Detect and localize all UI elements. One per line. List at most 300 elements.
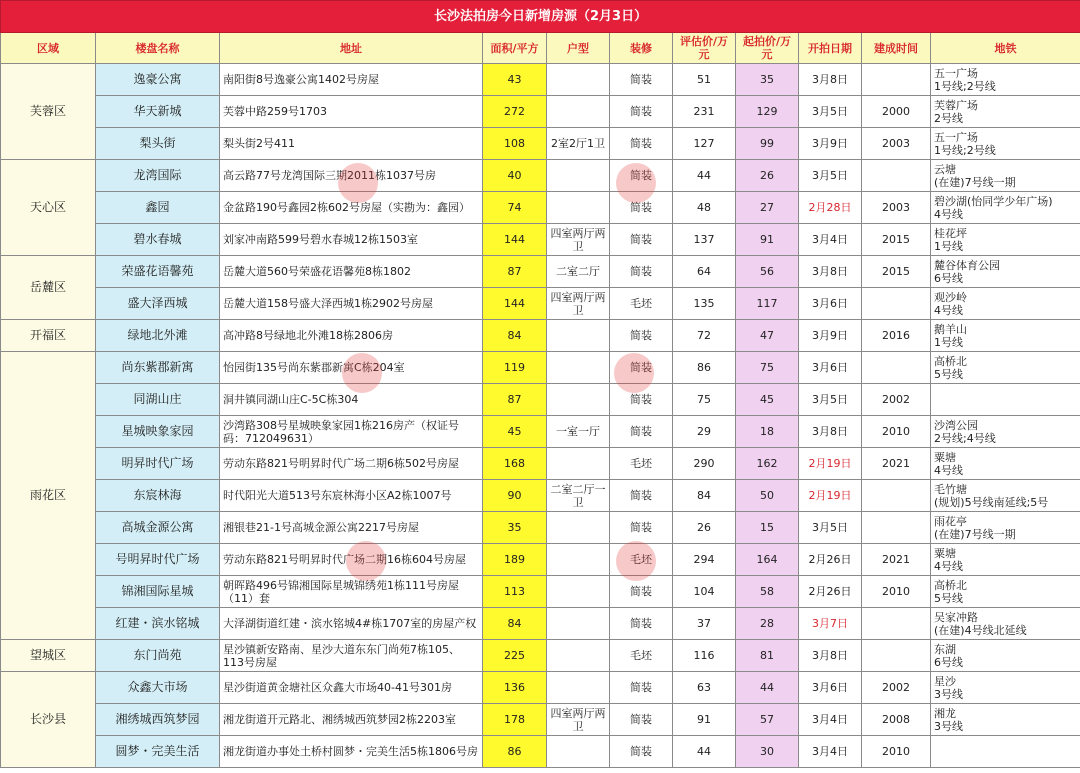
auction-date-cell: 3月9日 bbox=[799, 320, 862, 352]
metro-station: 沙湾公园 bbox=[934, 418, 978, 432]
decor-cell: 简装 bbox=[610, 256, 673, 288]
district-cell: 望城区 bbox=[1, 640, 96, 672]
layout-cell bbox=[547, 160, 610, 192]
metro-cell bbox=[931, 512, 1080, 544]
metro-station: 高桥北 bbox=[934, 578, 967, 592]
header-start-price: 起拍价/万元 bbox=[736, 33, 799, 64]
property-name-cell: 东门尚苑 bbox=[96, 640, 220, 672]
built-year-cell bbox=[862, 480, 931, 512]
layout-cell bbox=[547, 576, 610, 608]
built-year-cell bbox=[862, 640, 931, 672]
area-cell: 272 bbox=[483, 96, 547, 128]
start-price-cell: 45 bbox=[736, 384, 799, 416]
area-cell: 86 bbox=[483, 736, 547, 768]
area-cell: 108 bbox=[483, 128, 547, 160]
appraisal-cell: 64 bbox=[673, 256, 736, 288]
metro-cell bbox=[931, 576, 1080, 608]
metro-cell bbox=[931, 416, 1080, 448]
auction-date-cell: 3月6日 bbox=[799, 288, 862, 320]
built-year-cell: 2010 bbox=[862, 736, 931, 768]
built-year-cell: 2015 bbox=[862, 224, 931, 256]
address-cell: 岳麓大道158号盛大泽西城1栋2902号房屋 bbox=[220, 288, 483, 320]
decor-cell: 简装 bbox=[610, 416, 673, 448]
built-year-cell bbox=[862, 352, 931, 384]
start-price-cell: 91 bbox=[736, 224, 799, 256]
auction-date-cell: 3月6日 bbox=[799, 672, 862, 704]
property-name-cell: 高城金源公寓 bbox=[96, 512, 220, 544]
start-price-cell: 99 bbox=[736, 128, 799, 160]
table-row bbox=[1, 256, 1080, 288]
decor-cell: 简装 bbox=[610, 128, 673, 160]
address-cell: 时代阳光大道513号东宸林海小区A2栋1007号 bbox=[220, 480, 483, 512]
table-row bbox=[1, 512, 1080, 544]
decor-cell: 毛坯 bbox=[610, 544, 673, 576]
decor-cell: 简装 bbox=[610, 320, 673, 352]
metro-lines: 4号线 bbox=[934, 303, 963, 317]
table-row bbox=[1, 480, 1080, 512]
appraisal-cell: 84 bbox=[673, 480, 736, 512]
table-row bbox=[1, 224, 1080, 256]
area-cell: 87 bbox=[483, 256, 547, 288]
decor-cell: 简装 bbox=[610, 224, 673, 256]
property-name-cell: 逸豪公寓 bbox=[96, 64, 220, 96]
address-cell: 金盆路190号鑫园2栋602号房屋（实勘为：鑫园） bbox=[220, 192, 483, 224]
area-cell: 45 bbox=[483, 416, 547, 448]
metro-lines: (在建)7号线一期 bbox=[934, 175, 1016, 189]
header-metro: 地铁 bbox=[931, 33, 1080, 64]
built-year-cell: 2021 bbox=[862, 448, 931, 480]
layout-cell bbox=[547, 672, 610, 704]
appraisal-cell: 75 bbox=[673, 384, 736, 416]
layout-cell bbox=[547, 320, 610, 352]
metro-lines: 1号线 bbox=[934, 239, 963, 253]
start-price-cell: 81 bbox=[736, 640, 799, 672]
built-year-cell: 2010 bbox=[862, 576, 931, 608]
layout-cell bbox=[547, 64, 610, 96]
address-cell: 劳动东路821号明昇时代广场二期6栋502号房屋 bbox=[220, 448, 483, 480]
auction-date-cell: 3月8日 bbox=[799, 416, 862, 448]
property-name-cell: 湘绣城西筑梦园 bbox=[96, 704, 220, 736]
appraisal-cell: 48 bbox=[673, 192, 736, 224]
district-cell: 天心区 bbox=[1, 160, 96, 256]
layout-cell bbox=[547, 544, 610, 576]
property-name-cell: 东宸林海 bbox=[96, 480, 220, 512]
start-price-cell: 75 bbox=[736, 352, 799, 384]
layout-cell: 二室二厅一卫 bbox=[547, 480, 610, 512]
area-cell: 84 bbox=[483, 320, 547, 352]
built-year-cell bbox=[862, 160, 931, 192]
appraisal-cell: 63 bbox=[673, 672, 736, 704]
start-price-cell: 26 bbox=[736, 160, 799, 192]
start-price-cell: 47 bbox=[736, 320, 799, 352]
layout-cell: 二室二厅 bbox=[547, 256, 610, 288]
start-price-cell: 27 bbox=[736, 192, 799, 224]
table-row bbox=[1, 128, 1080, 160]
decor-cell: 简装 bbox=[610, 192, 673, 224]
metro-cell bbox=[931, 224, 1080, 256]
area-cell: 168 bbox=[483, 448, 547, 480]
header-row bbox=[1, 33, 1080, 64]
district-cell: 芙蓉区 bbox=[1, 64, 96, 160]
area-cell: 74 bbox=[483, 192, 547, 224]
layout-cell bbox=[547, 736, 610, 768]
metro-lines: (规划)5号线南延线;5号 bbox=[934, 495, 1049, 509]
district-cell: 长沙县 bbox=[1, 672, 96, 768]
metro-lines: (在建)7号线一期 bbox=[934, 527, 1016, 541]
metro-lines: 1号线;2号线 bbox=[934, 143, 996, 157]
built-year-cell: 2002 bbox=[862, 384, 931, 416]
district-cell: 开福区 bbox=[1, 320, 96, 352]
metro-station: 麓谷体育公园 bbox=[934, 258, 1000, 272]
property-name-cell: 号明昇时代广场 bbox=[96, 544, 220, 576]
metro-station: 五一广场 bbox=[934, 130, 978, 144]
decor-cell: 简装 bbox=[610, 160, 673, 192]
built-year-cell: 2000 bbox=[862, 96, 931, 128]
layout-cell bbox=[547, 512, 610, 544]
address-cell: 高冲路8号绿地北外滩18栋2806房 bbox=[220, 320, 483, 352]
layout-cell bbox=[547, 352, 610, 384]
decor-cell: 毛坯 bbox=[610, 448, 673, 480]
header-appraisal: 评估价/万元 bbox=[673, 33, 736, 64]
built-year-cell: 2021 bbox=[862, 544, 931, 576]
appraisal-cell: 91 bbox=[673, 704, 736, 736]
start-price-cell: 129 bbox=[736, 96, 799, 128]
table-row bbox=[1, 448, 1080, 480]
metro-lines: 1号线;2号线 bbox=[934, 79, 996, 93]
metro-lines: 4号线 bbox=[934, 559, 963, 573]
appraisal-cell: 72 bbox=[673, 320, 736, 352]
decor-cell: 毛坯 bbox=[610, 640, 673, 672]
area-cell: 35 bbox=[483, 512, 547, 544]
built-year-cell bbox=[862, 608, 931, 640]
layout-cell bbox=[547, 192, 610, 224]
start-price-cell: 44 bbox=[736, 672, 799, 704]
appraisal-cell: 135 bbox=[673, 288, 736, 320]
appraisal-cell: 231 bbox=[673, 96, 736, 128]
metro-lines: 4号线 bbox=[934, 463, 963, 477]
metro-cell bbox=[931, 736, 1080, 768]
auction-date-cell: 3月9日 bbox=[799, 128, 862, 160]
built-year-cell bbox=[862, 288, 931, 320]
header-auction-date: 开拍日期 bbox=[799, 33, 862, 64]
table-row bbox=[1, 608, 1080, 640]
address-cell: 芙蓉中路259号1703 bbox=[220, 96, 483, 128]
metro-station: 高桥北 bbox=[934, 354, 967, 368]
metro-lines: 3号线 bbox=[934, 687, 963, 701]
metro-lines: 5号线 bbox=[934, 591, 963, 605]
appraisal-cell: 294 bbox=[673, 544, 736, 576]
metro-cell bbox=[931, 544, 1080, 576]
metro-cell bbox=[931, 160, 1080, 192]
property-name-cell: 梨头街 bbox=[96, 128, 220, 160]
metro-station: 吴家冲路 bbox=[934, 610, 978, 624]
built-year-cell: 2016 bbox=[862, 320, 931, 352]
table-row bbox=[1, 192, 1080, 224]
auction-date-cell: 3月4日 bbox=[799, 704, 862, 736]
address-cell: 星沙镇新安路南、星沙大道东东门尚苑7栋105、113号房屋 bbox=[220, 640, 483, 672]
layout-cell: 四室两厅两卫 bbox=[547, 704, 610, 736]
metro-station: 湘龙 bbox=[934, 706, 956, 720]
start-price-cell: 164 bbox=[736, 544, 799, 576]
auction-date-cell: 3月8日 bbox=[799, 64, 862, 96]
address-cell: 梨头街2号411 bbox=[220, 128, 483, 160]
metro-cell bbox=[931, 480, 1080, 512]
start-price-cell: 30 bbox=[736, 736, 799, 768]
built-year-cell: 2002 bbox=[862, 672, 931, 704]
metro-cell bbox=[931, 608, 1080, 640]
metro-lines: (在建)4号线北延线 bbox=[934, 623, 1027, 637]
address-cell: 湘龙街道办事处土桥村圆梦・完美生活5栋1806号房 bbox=[220, 736, 483, 768]
layout-cell: 2室2厅1卫 bbox=[547, 128, 610, 160]
metro-cell bbox=[931, 64, 1080, 96]
table-row bbox=[1, 672, 1080, 704]
property-name-cell: 华天新城 bbox=[96, 96, 220, 128]
auction-date-cell: 2月26日 bbox=[799, 576, 862, 608]
appraisal-cell: 44 bbox=[673, 736, 736, 768]
header-area: 面积/平方 bbox=[483, 33, 547, 64]
appraisal-cell: 86 bbox=[673, 352, 736, 384]
metro-cell bbox=[931, 128, 1080, 160]
area-cell: 189 bbox=[483, 544, 547, 576]
address-cell: 岳麓大道560号荣盛花语馨苑8栋1802 bbox=[220, 256, 483, 288]
table-row bbox=[1, 320, 1080, 352]
metro-cell bbox=[931, 384, 1080, 416]
appraisal-cell: 44 bbox=[673, 160, 736, 192]
address-cell: 湘银巷21-1号高城金源公寓2217号房屋 bbox=[220, 512, 483, 544]
layout-cell bbox=[547, 448, 610, 480]
decor-cell: 简装 bbox=[610, 608, 673, 640]
built-year-cell: 2010 bbox=[862, 416, 931, 448]
table-row bbox=[1, 352, 1080, 384]
auction-date-cell: 2月28日 bbox=[799, 192, 862, 224]
metro-station: 五一广场 bbox=[934, 66, 978, 80]
metro-lines: 1号线 bbox=[934, 335, 963, 349]
area-cell: 43 bbox=[483, 64, 547, 96]
auction-date-cell: 3月5日 bbox=[799, 160, 862, 192]
table-row bbox=[1, 64, 1080, 96]
property-name-cell: 绿地北外滩 bbox=[96, 320, 220, 352]
table-row bbox=[1, 416, 1080, 448]
appraisal-cell: 26 bbox=[673, 512, 736, 544]
metro-lines: 6号线 bbox=[934, 655, 963, 669]
property-name-cell: 红建・滨水铭城 bbox=[96, 608, 220, 640]
built-year-cell bbox=[862, 64, 931, 96]
start-price-cell: 18 bbox=[736, 416, 799, 448]
start-price-cell: 50 bbox=[736, 480, 799, 512]
auction-date-cell: 3月8日 bbox=[799, 256, 862, 288]
start-price-cell: 162 bbox=[736, 448, 799, 480]
layout-cell bbox=[547, 96, 610, 128]
layout-cell: 四室两厅两卫 bbox=[547, 288, 610, 320]
address-cell: 刘家冲南路599号碧水春城12栋1503室 bbox=[220, 224, 483, 256]
table-row bbox=[1, 160, 1080, 192]
property-name-cell: 同湖山庄 bbox=[96, 384, 220, 416]
appraisal-cell: 127 bbox=[673, 128, 736, 160]
metro-station: 碧沙湖(怡同学少年广场) bbox=[934, 194, 1053, 208]
metro-station: 观沙岭 bbox=[934, 290, 967, 304]
start-price-cell: 117 bbox=[736, 288, 799, 320]
area-cell: 144 bbox=[483, 288, 547, 320]
header-decor: 装修 bbox=[610, 33, 673, 64]
layout-cell bbox=[547, 608, 610, 640]
address-cell: 湘龙街道开元路北、湘绣城西筑梦园2栋2203室 bbox=[220, 704, 483, 736]
property-name-cell: 鑫园 bbox=[96, 192, 220, 224]
auction-date-cell: 3月5日 bbox=[799, 96, 862, 128]
metro-station: 星沙 bbox=[934, 674, 956, 688]
header-layout: 户型 bbox=[547, 33, 610, 64]
metro-station: 鹅羊山 bbox=[934, 322, 967, 336]
decor-cell: 简装 bbox=[610, 64, 673, 96]
property-name-cell: 碧水春城 bbox=[96, 224, 220, 256]
decor-cell: 简装 bbox=[610, 672, 673, 704]
built-year-cell: 2008 bbox=[862, 704, 931, 736]
layout-cell bbox=[547, 640, 610, 672]
decor-cell: 简装 bbox=[610, 352, 673, 384]
appraisal-cell: 37 bbox=[673, 608, 736, 640]
auction-date-cell: 3月5日 bbox=[799, 384, 862, 416]
start-price-cell: 58 bbox=[736, 576, 799, 608]
layout-cell: 一室一厅 bbox=[547, 416, 610, 448]
table-row bbox=[1, 704, 1080, 736]
metro-cell bbox=[931, 320, 1080, 352]
metro-lines: 2号线 bbox=[934, 111, 963, 125]
appraisal-cell: 290 bbox=[673, 448, 736, 480]
metro-lines: 2号线;4号线 bbox=[934, 431, 996, 445]
table-row bbox=[1, 576, 1080, 608]
start-price-cell: 28 bbox=[736, 608, 799, 640]
decor-cell: 毛坯 bbox=[610, 288, 673, 320]
area-cell: 136 bbox=[483, 672, 547, 704]
address-cell: 大泽湖街道红建・滨水铭城4#栋1707室的房屋产权 bbox=[220, 608, 483, 640]
address-cell: 沙湾路308号星城映象家园1栋216房产（权证号码：712049631） bbox=[220, 416, 483, 448]
metro-cell bbox=[931, 288, 1080, 320]
decor-cell: 简装 bbox=[610, 704, 673, 736]
metro-station: 雨花亭 bbox=[934, 514, 967, 528]
metro-cell bbox=[931, 192, 1080, 224]
auction-date-cell: 2月19日 bbox=[799, 480, 862, 512]
address-cell: 星沙街道黄金塘社区众鑫大市场40-41号301房 bbox=[220, 672, 483, 704]
header-name: 楼盘名称 bbox=[96, 33, 220, 64]
district-cell: 岳麓区 bbox=[1, 256, 96, 320]
area-cell: 113 bbox=[483, 576, 547, 608]
property-name-cell: 众鑫大市场 bbox=[96, 672, 220, 704]
area-cell: 144 bbox=[483, 224, 547, 256]
property-name-cell: 盛大泽西城 bbox=[96, 288, 220, 320]
metro-cell bbox=[931, 352, 1080, 384]
property-name-cell: 圆梦・完美生活 bbox=[96, 736, 220, 768]
sheet-title: 长沙法拍房今日新增房源（2月3日） bbox=[1, 1, 1080, 33]
auction-date-cell: 3月8日 bbox=[799, 640, 862, 672]
table-row bbox=[1, 96, 1080, 128]
appraisal-cell: 29 bbox=[673, 416, 736, 448]
metro-cell bbox=[931, 256, 1080, 288]
metro-cell bbox=[931, 640, 1080, 672]
area-cell: 40 bbox=[483, 160, 547, 192]
metro-lines: 3号线 bbox=[934, 719, 963, 733]
table-row bbox=[1, 640, 1080, 672]
metro-cell bbox=[931, 672, 1080, 704]
metro-lines: 6号线 bbox=[934, 271, 963, 285]
property-name-cell: 尚东紫郡新寓 bbox=[96, 352, 220, 384]
header-built-year: 建成时间 bbox=[862, 33, 931, 64]
area-cell: 87 bbox=[483, 384, 547, 416]
property-name-cell: 龙湾国际 bbox=[96, 160, 220, 192]
metro-cell bbox=[931, 96, 1080, 128]
metro-lines: 5号线 bbox=[934, 367, 963, 381]
address-cell: 南阳街8号逸豪公寓1402号房屋 bbox=[220, 64, 483, 96]
appraisal-cell: 116 bbox=[673, 640, 736, 672]
table-row bbox=[1, 544, 1080, 576]
appraisal-cell: 51 bbox=[673, 64, 736, 96]
address-cell: 劳动东路821号明昇时代广场二期16栋604号房屋 bbox=[220, 544, 483, 576]
start-price-cell: 56 bbox=[736, 256, 799, 288]
start-price-cell: 57 bbox=[736, 704, 799, 736]
property-name-cell: 锦湘国际星城 bbox=[96, 576, 220, 608]
start-price-cell: 35 bbox=[736, 64, 799, 96]
auction-date-cell: 3月4日 bbox=[799, 736, 862, 768]
address-cell: 怡园街135号尚东紫郡新寓C栋204室 bbox=[220, 352, 483, 384]
property-name-cell: 荣盛花语馨苑 bbox=[96, 256, 220, 288]
address-cell: 洞井镇同湖山庄C-5C栋304 bbox=[220, 384, 483, 416]
area-cell: 84 bbox=[483, 608, 547, 640]
decor-cell: 简装 bbox=[610, 96, 673, 128]
appraisal-cell: 137 bbox=[673, 224, 736, 256]
metro-lines: 4号线 bbox=[934, 207, 963, 221]
auction-date-cell: 3月5日 bbox=[799, 512, 862, 544]
metro-cell bbox=[931, 704, 1080, 736]
built-year-cell bbox=[862, 512, 931, 544]
decor-cell: 简装 bbox=[610, 480, 673, 512]
property-name-cell: 星城映象家园 bbox=[96, 416, 220, 448]
decor-cell: 简装 bbox=[610, 384, 673, 416]
metro-station: 芙蓉广场 bbox=[934, 98, 978, 112]
metro-station: 粟塘 bbox=[934, 450, 956, 464]
table-row bbox=[1, 736, 1080, 768]
header-address: 地址 bbox=[220, 33, 483, 64]
built-year-cell: 2015 bbox=[862, 256, 931, 288]
start-price-cell: 15 bbox=[736, 512, 799, 544]
metro-station: 东湖 bbox=[934, 642, 956, 656]
address-cell: 朝晖路496号锦湘国际星城锦绣苑1栋111号房屋（11）套 bbox=[220, 576, 483, 608]
header-district: 区域 bbox=[1, 33, 96, 64]
auction-date-cell: 3月6日 bbox=[799, 352, 862, 384]
metro-station: 云塘 bbox=[934, 162, 956, 176]
property-name-cell: 明昇时代广场 bbox=[96, 448, 220, 480]
address-cell: 高云路77号龙湾国际三期2011栋1037号房 bbox=[220, 160, 483, 192]
built-year-cell: 2003 bbox=[862, 192, 931, 224]
metro-cell bbox=[931, 448, 1080, 480]
layout-cell bbox=[547, 384, 610, 416]
decor-cell: 简装 bbox=[610, 576, 673, 608]
area-cell: 90 bbox=[483, 480, 547, 512]
appraisal-cell: 104 bbox=[673, 576, 736, 608]
built-year-cell: 2003 bbox=[862, 128, 931, 160]
auction-date-cell: 2月26日 bbox=[799, 544, 862, 576]
auction-date-cell: 3月7日 bbox=[799, 608, 862, 640]
layout-cell: 四室两厅两卫 bbox=[547, 224, 610, 256]
district-cell: 雨花区 bbox=[1, 352, 96, 640]
table-row bbox=[1, 384, 1080, 416]
decor-cell: 简装 bbox=[610, 512, 673, 544]
auction-date-cell: 3月4日 bbox=[799, 224, 862, 256]
table-row bbox=[1, 288, 1080, 320]
area-cell: 119 bbox=[483, 352, 547, 384]
area-cell: 225 bbox=[483, 640, 547, 672]
metro-station: 毛竹塘 bbox=[934, 482, 967, 496]
decor-cell: 简装 bbox=[610, 736, 673, 768]
metro-station: 桂花坪 bbox=[934, 226, 967, 240]
metro-station: 粟塘 bbox=[934, 546, 956, 560]
